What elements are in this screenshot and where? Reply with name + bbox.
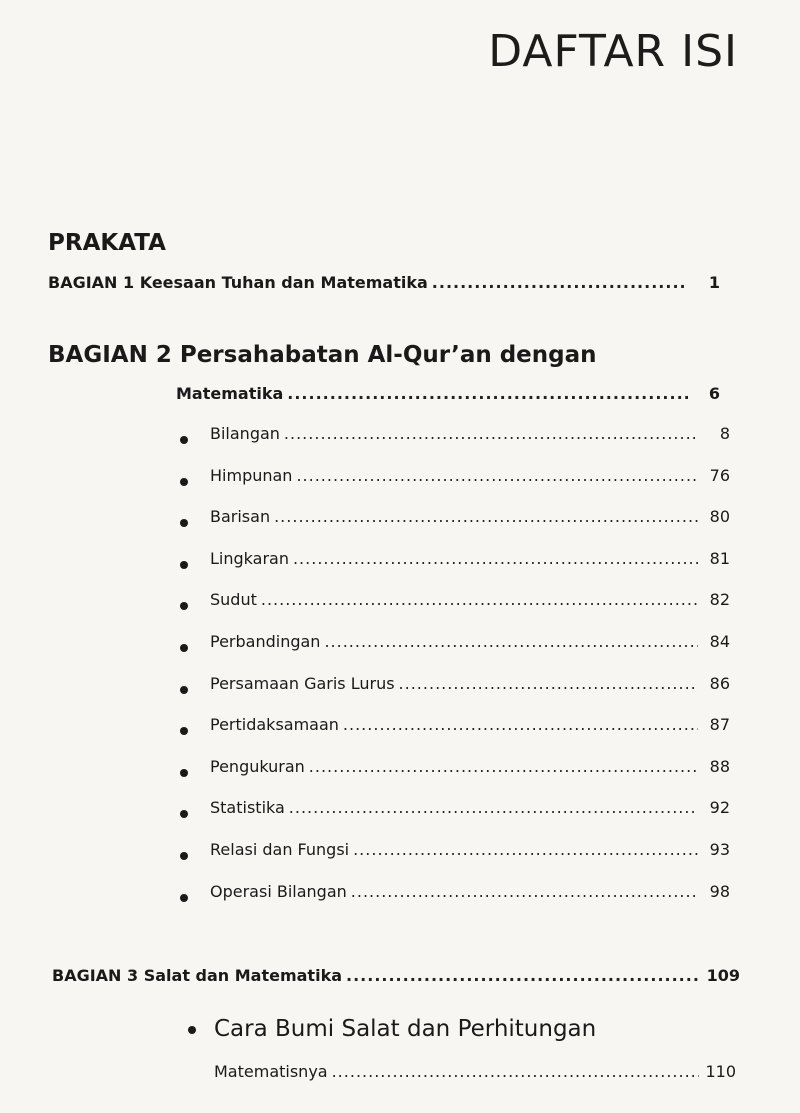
toc-subentry <box>210 632 730 662</box>
leader-dots <box>284 424 698 443</box>
toc-subentry-page: 93 <box>709 840 730 859</box>
bullet-icon <box>180 769 188 777</box>
toc-entry-bagian-3 <box>52 966 740 996</box>
leader-dots <box>287 384 688 403</box>
toc-subentry-label: Pengukuran <box>210 756 305 776</box>
toc-subentry-label: Himpunan <box>210 465 293 485</box>
toc-entry-bagian-1 <box>48 273 720 303</box>
bullet-icon <box>188 1026 196 1034</box>
toc-subentry-label: Sudut <box>210 590 257 610</box>
toc-entry-bagian-2-line1: BAGIAN 2 Persahabatan Al-Qur’an dengan <box>48 342 597 368</box>
bullet-icon <box>180 894 188 902</box>
leader-dots <box>296 466 698 485</box>
toc-subentry <box>210 549 730 579</box>
toc-subentry-label: Operasi Bilangan <box>210 881 347 901</box>
toc-subentry-label: Statistika <box>210 798 285 818</box>
leader-dots <box>289 798 698 817</box>
toc-subentry <box>214 1062 736 1092</box>
leader-dots <box>293 549 698 568</box>
toc-subentry-page: 88 <box>709 756 730 776</box>
bullet-icon <box>180 519 188 527</box>
toc-entry-page: 1 <box>708 273 720 292</box>
leader-dots <box>353 840 698 859</box>
bullet-icon <box>180 436 188 444</box>
toc-subentry <box>210 674 730 704</box>
toc-entry-bagian-2 <box>176 384 720 414</box>
leader-dots <box>261 590 698 609</box>
toc-subentry-page: 98 <box>709 881 730 901</box>
bullet-icon <box>180 727 188 735</box>
toc-subentry-page: 8 <box>719 424 730 443</box>
toc-entry-page: 109 <box>706 966 740 985</box>
toc-subentry-label: Perbandingan <box>210 632 321 651</box>
bullet-icon <box>180 602 188 610</box>
toc-subentry-label: Persamaan Garis Lurus <box>210 673 395 693</box>
toc-entry-page: 6 <box>708 384 720 403</box>
toc-subentry <box>210 466 730 496</box>
leader-dots <box>399 674 698 693</box>
toc-subentry-label: Relasi dan Fungsi <box>210 840 350 859</box>
leader-dots <box>324 632 698 651</box>
toc-entry-label: Matematika <box>176 384 284 403</box>
toc-subentry-page: 87 <box>709 715 730 735</box>
toc-subentry-page: 81 <box>709 548 730 568</box>
toc-subentry-label: Pertidaksamaan <box>210 715 339 735</box>
toc-subentry-label: Barisan <box>210 507 271 527</box>
toc-subentry-page: 84 <box>709 632 730 651</box>
leader-dots <box>343 715 698 734</box>
toc-subentry <box>210 424 730 454</box>
toc-subentry <box>210 507 730 537</box>
toc-subentry <box>210 882 730 912</box>
bullet-icon <box>180 852 188 860</box>
bullet-icon <box>180 561 188 569</box>
bullet-icon <box>180 644 188 652</box>
toc-subentry-page: 82 <box>709 590 730 610</box>
toc-subentry <box>210 590 730 620</box>
toc-subentry <box>210 757 730 787</box>
leader-dots <box>346 966 701 985</box>
toc-subentry-page: 76 <box>709 465 730 485</box>
bullet-icon <box>180 478 188 486</box>
leader-dots <box>351 882 698 901</box>
leader-dots <box>332 1062 700 1081</box>
toc-subentry <box>210 840 730 870</box>
bullet-icon <box>180 810 188 818</box>
toc-subentry-page: 80 <box>709 507 730 527</box>
toc-subentry-line1: Cara Bumi Salat dan Perhitungan <box>214 1016 597 1042</box>
toc-subentry-label: Matematisnya <box>214 1062 328 1081</box>
toc-subentry-page: 110 <box>705 1062 736 1081</box>
bullet-icon <box>180 686 188 694</box>
toc-subentry-label: Lingkaran <box>210 548 289 568</box>
toc-entry-label: BAGIAN 1 Keesaan Tuhan dan Matematika <box>48 273 428 292</box>
prakata-heading: PRAKATA <box>48 230 166 256</box>
toc-subentry-page: 92 <box>709 798 730 818</box>
toc-subentry <box>210 798 730 828</box>
leader-dots <box>274 507 698 526</box>
leader-dots <box>432 273 688 292</box>
toc-subentry-page: 86 <box>709 673 730 693</box>
page-title: DAFTAR ISI <box>488 26 738 77</box>
leader-dots <box>309 757 698 776</box>
toc-subentry <box>210 715 730 745</box>
toc-subentry-label: Bilangan <box>210 424 280 443</box>
toc-entry-label: BAGIAN 3 Salat dan Matematika <box>52 966 342 985</box>
